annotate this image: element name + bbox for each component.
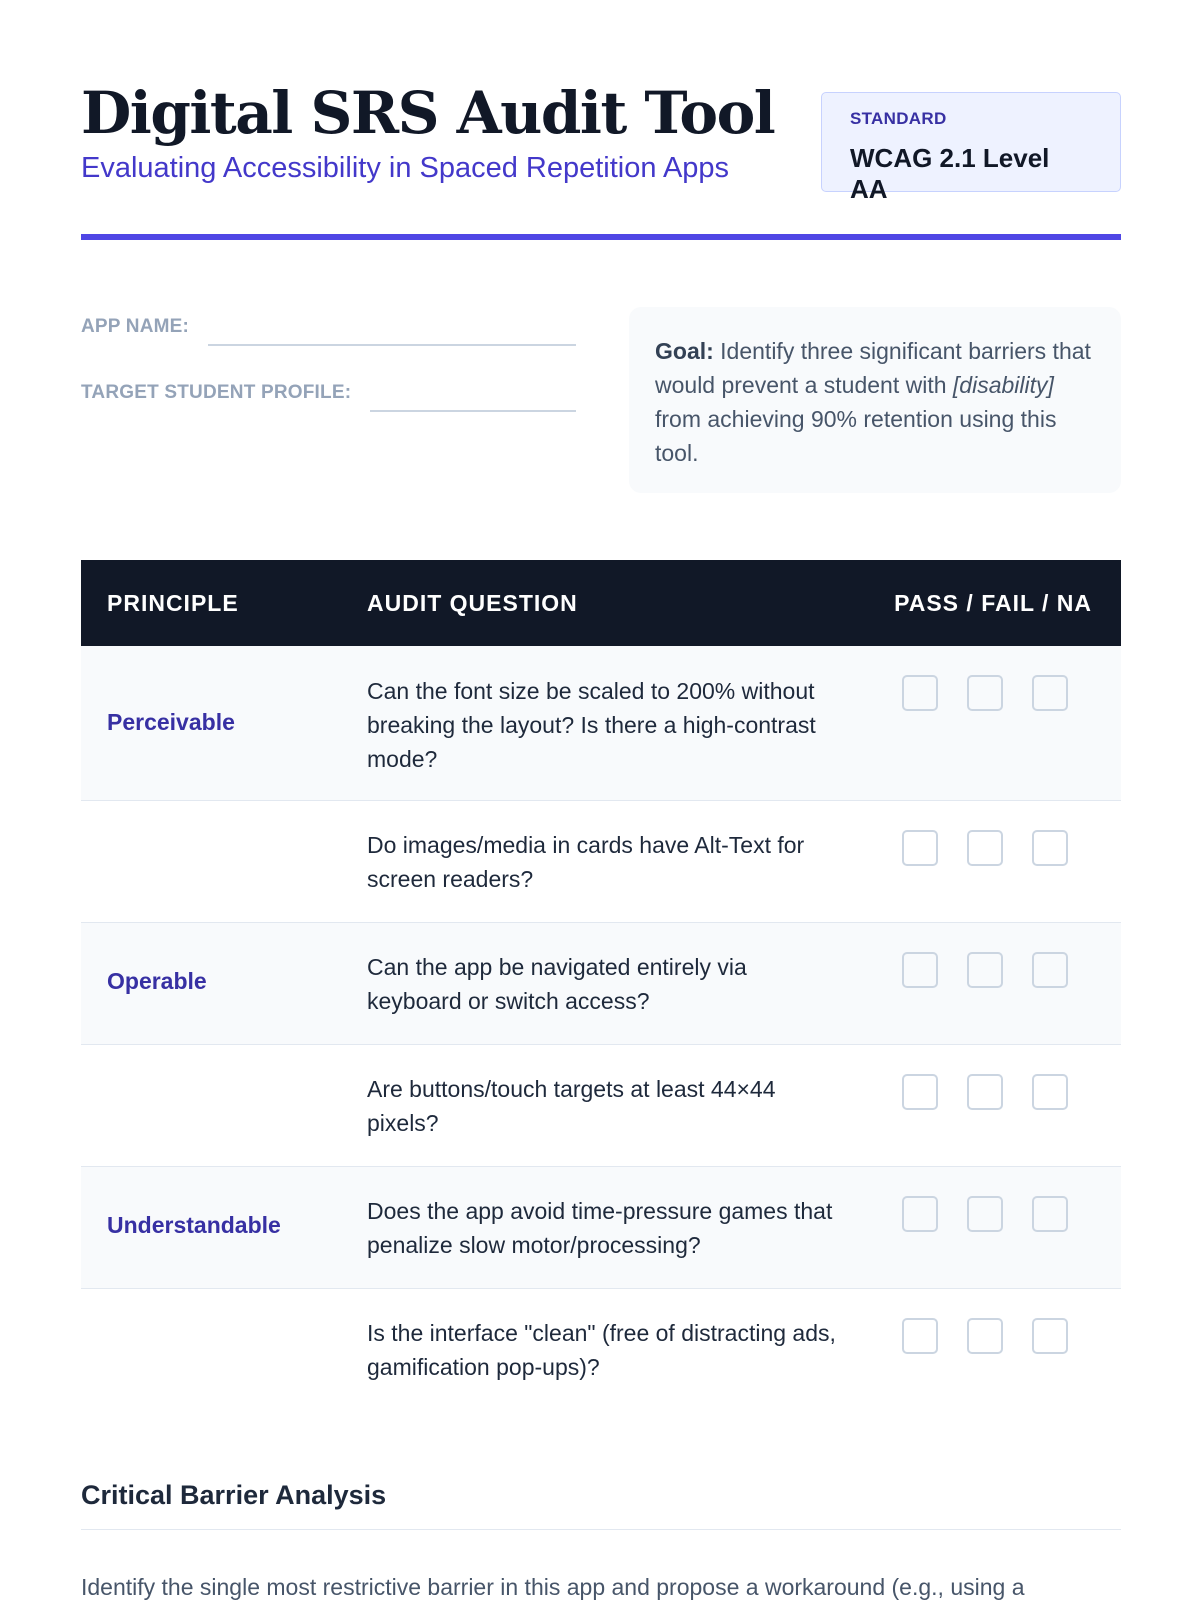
standard-badge — [821, 92, 1121, 204]
page-title: Digital SRS Audit Tool — [81, 79, 775, 147]
goal-placeholder: [disability] — [952, 372, 1054, 398]
app-name-field — [81, 312, 576, 378]
pass-checkbox[interactable] — [902, 1318, 938, 1354]
result-checkboxes — [902, 675, 1097, 711]
goal-text-before: Identify three significant barriers that would prevent a student with — [655, 338, 1091, 398]
table-row — [81, 801, 1121, 923]
header-divider — [81, 234, 1121, 240]
audit-question: Does the app avoid time-pressure games that penalize slow motor/processing? — [367, 1198, 833, 1258]
fail-checkbox[interactable] — [967, 1074, 1003, 1110]
table-row — [81, 923, 1121, 1045]
fail-checkbox[interactable] — [967, 675, 1003, 711]
audit-question: Is the interface "clean" (free of distracting ads, gamification pop-ups)? — [367, 1320, 836, 1380]
target-profile-label: TARGET STUDENT PROFILE: — [81, 382, 352, 403]
table-row — [81, 1045, 1121, 1167]
app-name-input-line[interactable] — [208, 344, 576, 346]
audit-question: Are buttons/touch targets at least 44×44 pixels? — [367, 1076, 776, 1136]
audit-fields — [81, 312, 576, 444]
table-header — [81, 560, 1121, 646]
result-checkboxes — [902, 952, 1097, 988]
app-name-label: APP NAME: — [81, 316, 190, 337]
table-row — [81, 646, 1121, 801]
na-checkbox[interactable] — [1032, 1318, 1068, 1354]
fail-checkbox[interactable] — [967, 952, 1003, 988]
result-checkboxes — [902, 1074, 1097, 1110]
fail-checkbox[interactable] — [967, 1318, 1003, 1354]
goal-text-after: from achieving 90% retention using this tool. — [655, 406, 1057, 466]
pass-checkbox[interactable] — [902, 830, 938, 866]
na-checkbox[interactable] — [1032, 675, 1068, 711]
section-divider — [81, 1529, 1121, 1530]
header-pass-fail-na: PASS / FAIL / NA — [894, 590, 1092, 616]
pass-checkbox[interactable] — [902, 952, 938, 988]
audit-question: Do images/media in cards have Alt-Text for screen readers? — [367, 832, 805, 892]
principle-perceivable: Perceivable — [107, 709, 235, 735]
header-principle: PRINCIPLE — [107, 590, 239, 616]
na-checkbox[interactable] — [1032, 1196, 1068, 1232]
section-title: Critical Barrier Analysis — [81, 1480, 387, 1510]
pass-checkbox[interactable] — [902, 675, 938, 711]
goal-label: Goal: — [655, 338, 714, 364]
na-checkbox[interactable] — [1032, 830, 1068, 866]
pass-checkbox[interactable] — [902, 1196, 938, 1232]
fail-checkbox[interactable] — [967, 830, 1003, 866]
header-audit-question: AUDIT QUESTION — [367, 590, 578, 616]
standard-value: WCAG 2.1 Level AA — [850, 143, 1050, 204]
pass-checkbox[interactable] — [902, 1074, 938, 1110]
fail-checkbox[interactable] — [967, 1196, 1003, 1232]
audit-question: Can the font size be scaled to 200% without breaking the layout? Is there a high-contrast mode? — [367, 678, 816, 772]
result-checkboxes — [902, 1318, 1097, 1354]
table-row — [81, 1167, 1121, 1289]
section-instructions: Identify the single most restrictive barrier in this app and propose a workaround (e.g., using a — [81, 1574, 1025, 1600]
goal-box — [629, 307, 1121, 493]
audit-question: Can the app be navigated entirely via keyboard or switch access? — [367, 954, 747, 1014]
target-profile-input-line[interactable] — [370, 410, 576, 412]
result-checkboxes — [902, 830, 1097, 866]
audit-table — [81, 560, 1121, 1411]
page-header — [81, 72, 1121, 202]
page-subtitle: Evaluating Accessibility in Spaced Repetition Apps — [81, 152, 730, 184]
principle-understandable: Understandable — [107, 1212, 281, 1238]
result-checkboxes — [902, 1196, 1097, 1232]
principle-operable: Operable — [107, 968, 207, 994]
standard-label: STANDARD — [850, 109, 947, 128]
na-checkbox[interactable] — [1032, 1074, 1068, 1110]
table-row — [81, 1289, 1121, 1411]
target-profile-field — [81, 378, 576, 444]
na-checkbox[interactable] — [1032, 952, 1068, 988]
